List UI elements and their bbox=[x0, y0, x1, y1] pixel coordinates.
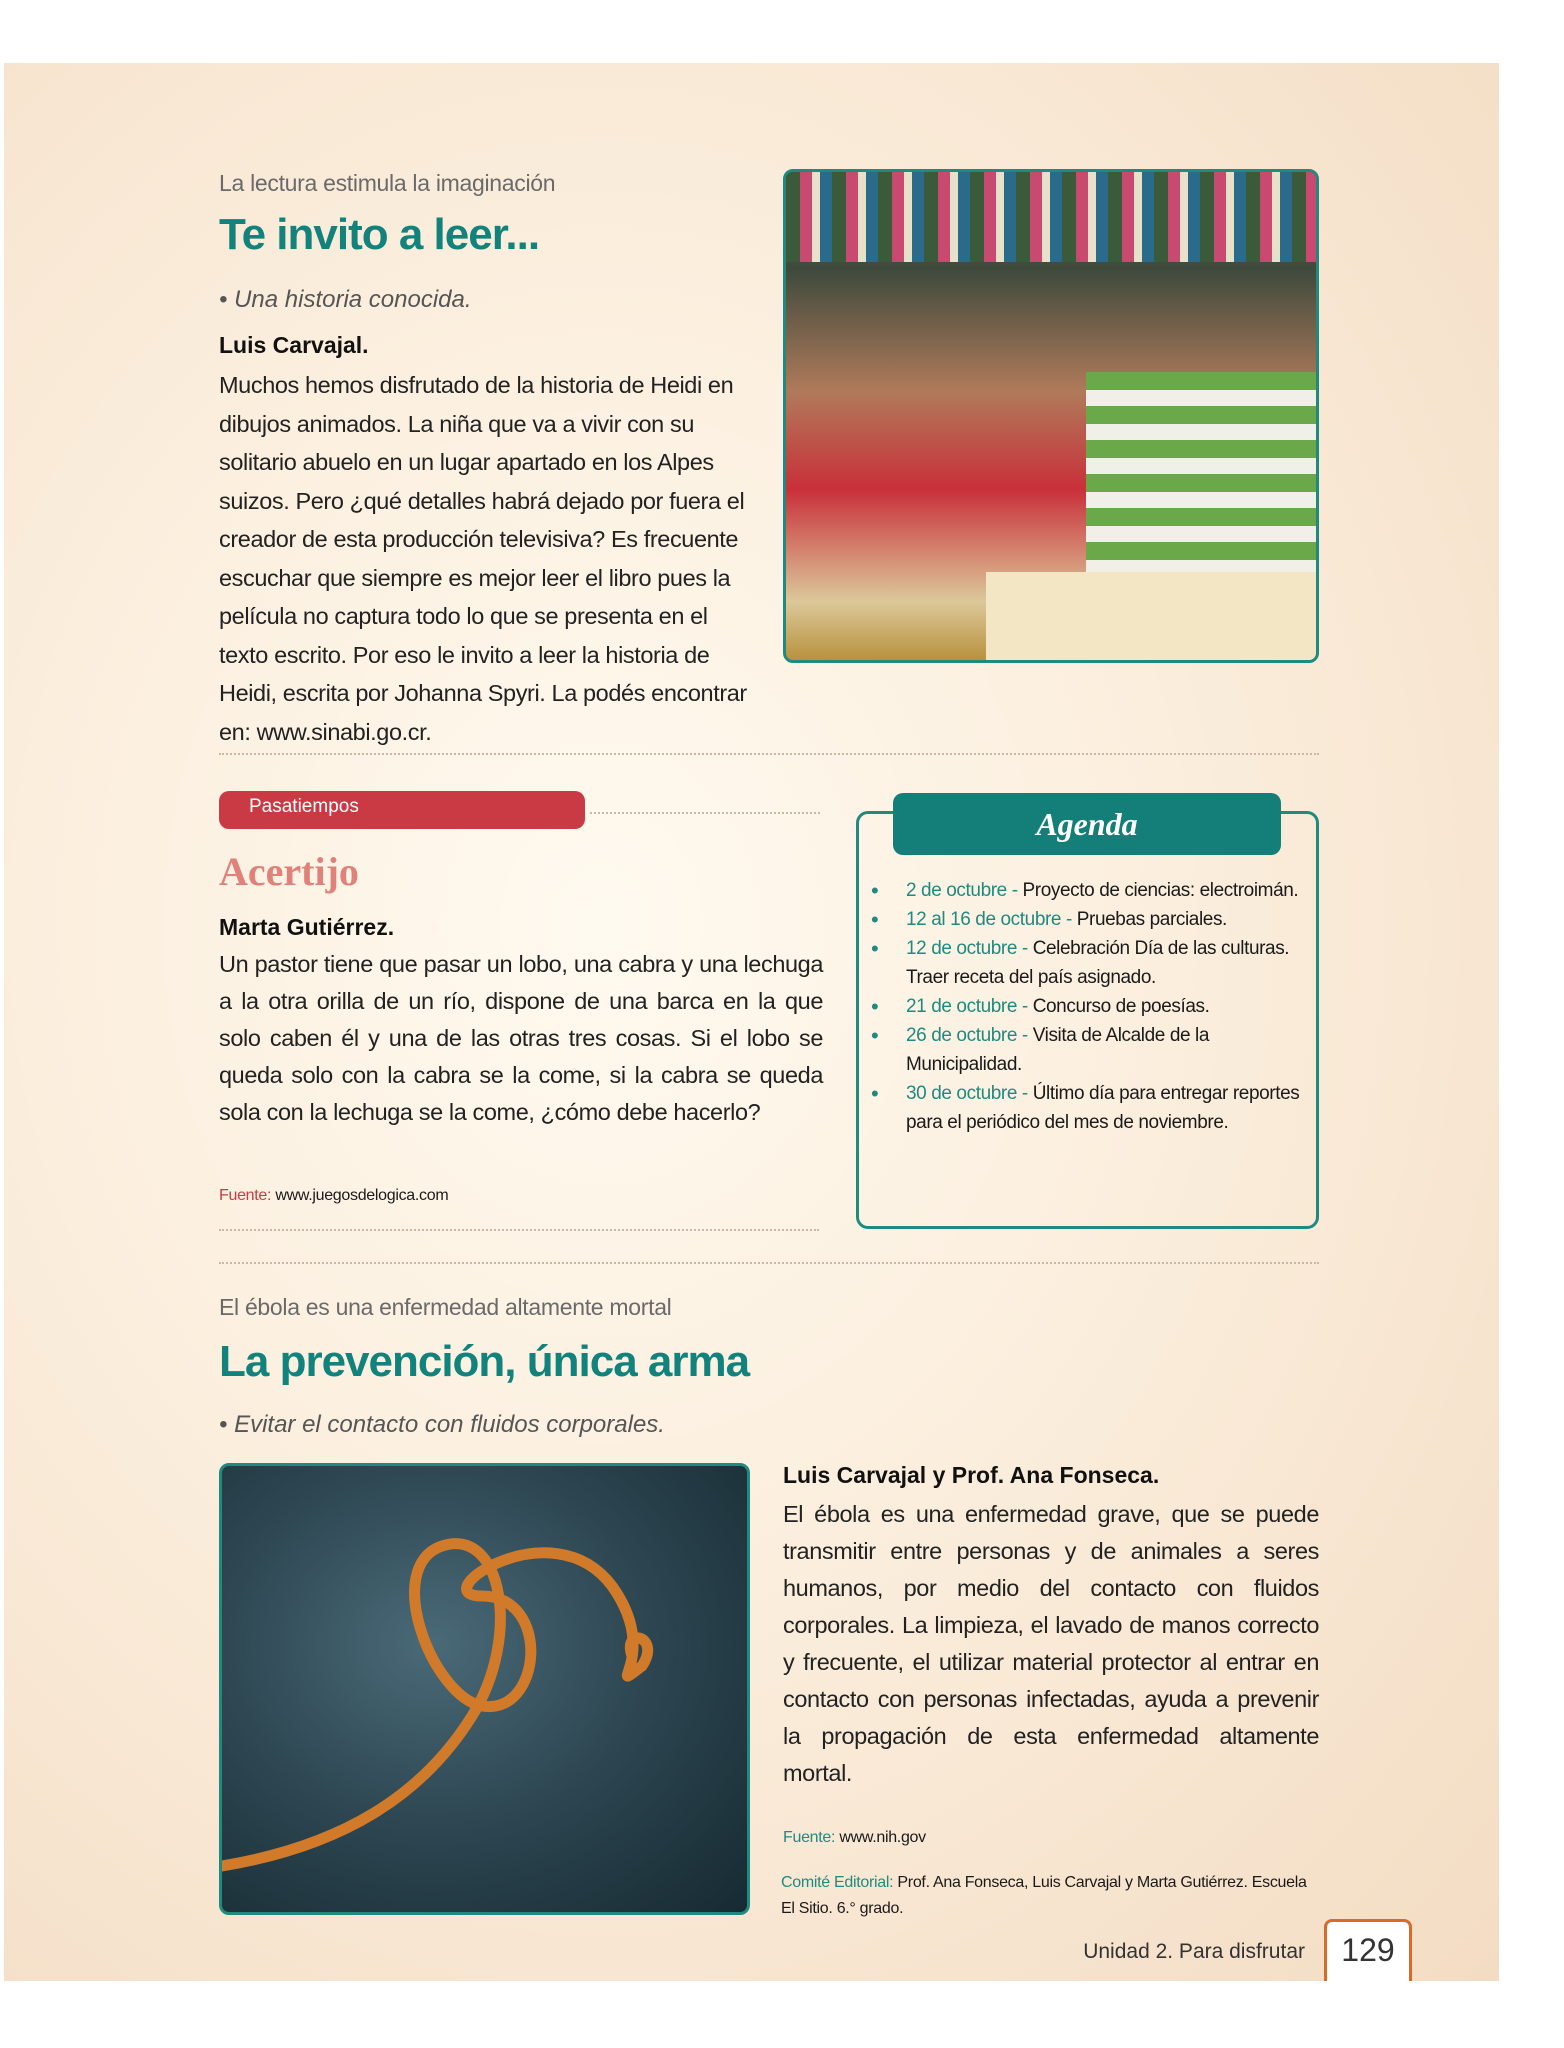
bookshelf bbox=[786, 172, 1316, 262]
unit-label: Unidad 2. Para disfrutar bbox=[1083, 1940, 1305, 1963]
source-label: Fuente: bbox=[783, 1829, 836, 1846]
agenda-item: • 30 de octubre - Último día para entregar reportes para el periódico del mes de noviembre. bbox=[871, 1079, 1311, 1137]
ebola-virus-image bbox=[219, 1463, 750, 1915]
committee-label: Comité Editorial: bbox=[781, 1874, 894, 1891]
source-url: www.nih.gov bbox=[835, 1829, 926, 1846]
article2-source bbox=[783, 1829, 926, 1847]
agenda-title: Agenda bbox=[893, 793, 1281, 855]
virus-filament bbox=[222, 1466, 750, 1915]
agenda-item: • 21 de octubre - Concurso de poesías. bbox=[871, 992, 1311, 1021]
pasatiempos-source bbox=[219, 1187, 448, 1205]
source-url: www.juegosdelogica.com bbox=[271, 1187, 449, 1204]
pasatiempos-label: Pasatiempos bbox=[219, 791, 585, 829]
agenda-item: • 12 de octubre - Celebración Día de las culturas. Traer receta del país asignado. bbox=[871, 934, 1311, 992]
agenda-list bbox=[871, 876, 1311, 1137]
striped-sweater bbox=[1086, 372, 1319, 572]
committee-text: Prof. Ana Fonseca, Luis Carvajal y Marta Gutiérrez. Escuela El Sitio. 6.° grado. bbox=[781, 1874, 1307, 1917]
reading-students-photo bbox=[783, 169, 1319, 663]
article1-body: Muchos hemos disfrutado de la historia de Heidi en dibujos animados. La niña que va a vivir con su solitario abuelo en un lugar apartado en los Alpes suizos. Pero ¿qué detalles habrá dejado por fuera el creador de esta producción televisiva? Es frecuente escuchar que siempre es mejor leer el libro pues la película no captura todo lo que se presenta en el texto escrito. Por eso le invito a leer la historia de Heidi, escrita por Johanna Spyri. La podés encontrar en: www.sinabi.go.cr. bbox=[219, 372, 747, 745]
article2-body: El ébola es una enfermedad grave, que se puede transmitir entre personas y de animales a seres humanos, por medio del contacto con fluidos corporales. La limpieza, el lavado de manos correcto y frecuente, el utilizar material protector al entrar en contacto con personas infectadas, ayuda a prevenir la propagación de esta enfermedad altamente mortal. bbox=[783, 1501, 1319, 1786]
article2-kicker: El ébola es una enfermedad altamente mortal bbox=[219, 1294, 672, 1320]
agenda-item: • 12 al 16 de octubre - Pruebas parciales. bbox=[871, 905, 1311, 934]
agenda-item: • 2 de octubre - Proyecto de ciencias: electroimán. bbox=[871, 876, 1311, 905]
article1-kicker: La lectura estimula la imaginación bbox=[219, 170, 556, 196]
agenda-item: • 26 de octubre - Visita de Alcalde de la Municipalidad. bbox=[871, 1021, 1311, 1079]
article2-bullet: • Evitar el contacto con fluidos corporales. bbox=[219, 1411, 665, 1438]
article1-bullet: • Una historia conocida. bbox=[219, 286, 472, 313]
editorial-committee bbox=[781, 1870, 1321, 1922]
article2-author: Luis Carvajal y Prof. Ana Fonseca. bbox=[783, 1462, 1160, 1488]
article1-author: Luis Carvajal. bbox=[219, 332, 369, 358]
pasatiempos-author: Marta Gutiérrez. bbox=[219, 914, 395, 940]
open-book bbox=[986, 572, 1319, 663]
acertijo-body: Un pastor tiene que pasar un lobo, una cabra y una lechuga a la otra orilla de un río, dispone de una barca en la que solo caben él y una de las otras tres cosas. Si el lobo se queda solo con la cabra se la come, si la cabra se queda sola con la lechuga se la come, ¿cómo debe hacerlo? bbox=[219, 951, 823, 1125]
acertijo-title: Acertijo bbox=[219, 849, 359, 894]
source-label: Fuente: bbox=[219, 1187, 272, 1204]
article1-title: Te invito a leer... bbox=[219, 210, 540, 259]
article2-title: La prevención, única arma bbox=[219, 1337, 750, 1386]
page-number: 129 bbox=[1324, 1919, 1412, 1981]
